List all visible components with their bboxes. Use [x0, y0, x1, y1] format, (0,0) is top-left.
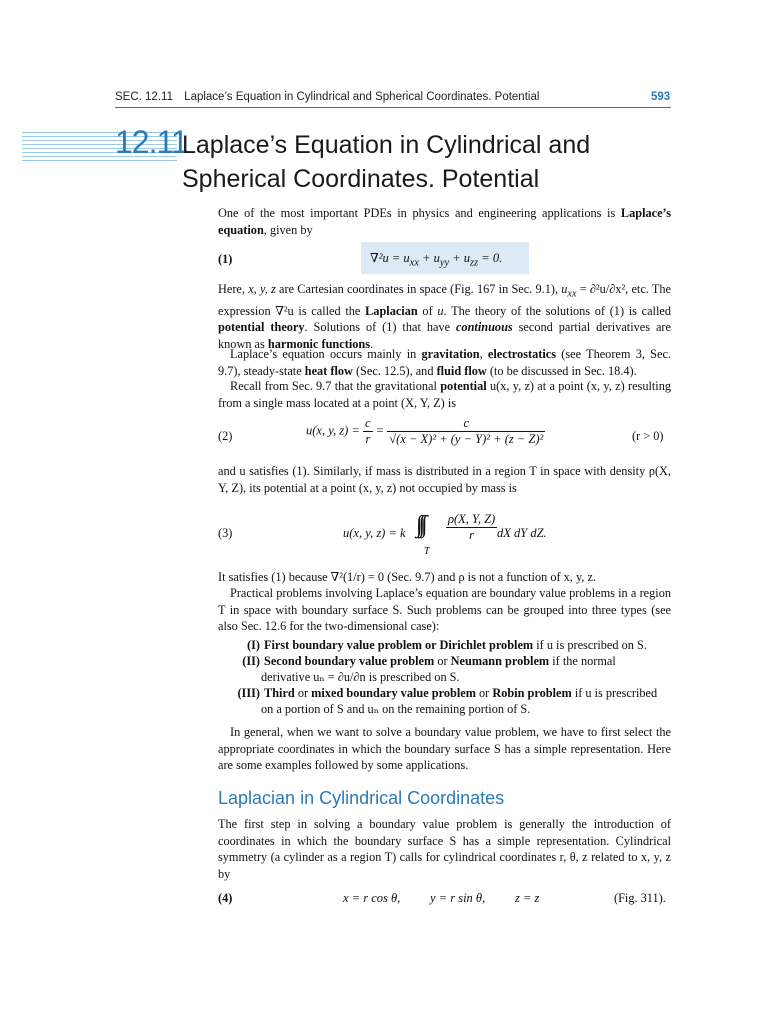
eq4-y: y = r sin θ, [430, 891, 486, 905]
text: . [370, 336, 374, 351]
frac-den: √(x − X)² + (y − Y)² + (z − Z)² [389, 432, 544, 446]
eq2-lhs: u(x, y, z) = [306, 423, 364, 438]
paragraph-satisfies: It satisfies (1) because ∇²(1/r) = 0 (Sec. 9.7) and ρ is not a function of x, y, z. [218, 570, 596, 584]
term-second-bvp: Second boundary value problem [264, 654, 435, 668]
running-header [115, 91, 539, 103]
term-laplace-equation: Laplace’s equation [218, 206, 671, 237]
text: are Cartesian coordinates in space (Fig. 167 in Sec. 9.1), [275, 282, 562, 296]
text: Laplace’s equation occurs mainly in [230, 347, 422, 361]
equation-1 [370, 250, 502, 269]
text: if u is prescribed on S. [533, 638, 647, 652]
paragraph-applications [218, 346, 671, 379]
term-robin: Robin problem [492, 686, 572, 700]
text: or [294, 686, 312, 700]
eq1-term: + u [418, 251, 440, 265]
eq1-sub: zz [470, 257, 479, 269]
list-item-neumann [232, 653, 671, 670]
section-title [182, 128, 662, 196]
eq3-differentials: dX dY dZ. [497, 526, 547, 540]
text: (Sec. 12.5), and [352, 363, 437, 378]
term-neumann: Neumann problem [450, 654, 550, 668]
header-rule [115, 107, 671, 108]
text: if the normal [549, 654, 616, 668]
list-number: (II) [242, 654, 260, 668]
eq2-label: (2) [218, 429, 233, 443]
math: u [561, 282, 568, 296]
term-third: Third [264, 686, 295, 700]
frac-den: r [363, 431, 373, 447]
text: or [434, 654, 451, 668]
text: Recall from Sec. 9.7 that the gravitational [230, 379, 441, 393]
text: u(x, y, z) at a point (x, y, z) resulting from a single mass located at a point (X, Y, Z) is [218, 379, 672, 410]
header-title: Laplace’s Equation in Cylindrical and Spherical Coordinates. Potential [184, 91, 540, 103]
text: = ∂²u/∂x², etc. The expression ∇²u is called the [218, 282, 671, 318]
eq1-term: + u [449, 251, 471, 265]
page-number: 593 [651, 91, 671, 103]
term-laplacian: Laplacian [365, 303, 418, 318]
term-gravitation: gravitation [421, 347, 480, 361]
triple-integral-symbol: ∫∫∫ [416, 512, 424, 538]
paragraph-intro [218, 205, 671, 238]
list-number: (I) [247, 638, 260, 652]
term-continuous: continuous [455, 320, 513, 335]
text: (to be discussed in Sec. 18.4). [486, 363, 637, 378]
math-sub: xx [567, 288, 577, 300]
eq2-fraction-1 [363, 416, 373, 447]
eq4-label: (4) [218, 891, 233, 905]
list-item-neumann-cont: derivative uₙ = ∂u/∂n is prescribed on S. [261, 670, 460, 684]
paragraph-potential [218, 378, 671, 411]
list-item-robin [232, 685, 671, 702]
text: , given by [263, 222, 313, 237]
term-mixed-bvp: mixed boundary value problem [311, 686, 476, 700]
paragraph-coordinates: In general, when we want to solve a boundary value problem, we have to first select the appropriate coordinates in which the boundary surface S has a simple representation. Here are some examples followed by some applications. [218, 725, 671, 772]
section-number: 12.11 [115, 124, 188, 160]
eq1-label: (1) [218, 252, 233, 266]
math: u [437, 303, 444, 318]
math: x, y, z [248, 282, 276, 296]
subsection-heading: Laplacian in Cylindrical Coordinates [218, 788, 505, 808]
term-potential-theory: potential theory [218, 320, 305, 335]
frac-den: r [446, 527, 497, 543]
section-title-line1: Laplace’s Equation in Cylindrical and [182, 131, 591, 159]
eq2-equals: = [375, 423, 388, 438]
eq4-figure-ref: (Fig. 311). [614, 891, 666, 905]
list-item-dirichlet [232, 637, 671, 654]
paragraph-cylindrical: The first step in solving a boundary value problem is generally the introduction of coordinates in which the boundary surface S has a simple representation. Cylindrical symmetry (a cylinder as a region T) calls for cylindrical coordinates r, θ, z related to x, y, z by [218, 817, 671, 881]
text: One of the most important PDEs in physics and engineering applications is [218, 206, 621, 220]
section-title-line2: Spherical Coordinates. Potential [182, 165, 540, 193]
term-heat-flow: heat flow [304, 363, 353, 378]
term-harmonic-functions: harmonic functions [267, 336, 371, 351]
eq1-sub: yy [439, 257, 450, 269]
eq3-lhs: u(x, y, z) = k [343, 526, 406, 540]
text: of [417, 303, 438, 318]
eq2-fraction-2 [387, 416, 545, 447]
frac-num: ρ(X, Y, Z) [448, 512, 496, 526]
eq1-sub: xx [409, 257, 419, 269]
paragraph-definitions [218, 281, 671, 352]
integral-region: T [424, 546, 430, 557]
text: (see Theorem 3, Sec. 9.7), steady-state [218, 347, 671, 378]
text: . Solutions of (1) that have [304, 320, 456, 335]
list-number: (III) [237, 686, 260, 700]
header-section: SEC. 12.11 [115, 91, 173, 103]
frac-num: c [365, 416, 371, 430]
text: if u is prescribed [571, 686, 658, 700]
text: . The theory of the solutions of (1) is called [443, 303, 671, 318]
eq3-label: (3) [218, 526, 233, 540]
frac-num: c [463, 416, 470, 430]
list-item-robin-cont: on a portion of S and uₙ on the remaining portion of S. [261, 702, 531, 716]
text: second partial derivatives are known as [218, 320, 671, 351]
text: Here, [218, 282, 249, 296]
eq1-rhs: = 0. [478, 251, 503, 265]
eq3-frac [446, 512, 497, 543]
eq4-x: x = r cos θ, [343, 891, 401, 905]
eq4-z: z = z [515, 891, 540, 905]
eq1-lhs: ∇²u = u [370, 251, 410, 265]
text: or [475, 686, 493, 700]
eq3-fraction [446, 512, 497, 543]
eq2-condition: (r > 0) [632, 429, 664, 443]
term-potential: potential [440, 379, 487, 393]
text: , [479, 347, 488, 361]
equation-2 [306, 416, 545, 447]
paragraph-boundary-problems: Practical problems involving Laplace’s equation are boundary value problems in a region T in space with boundary surface S. Such problems can be grouped into three types (see also Sec. 12.6 for the two-dimensional case): [218, 586, 671, 633]
paragraph-density: and u satisfies (1). Similarly, if mass is distributed in a region T in space with density ρ(X, Y, Z), its potential at a point (x, y, z) not occupied by mass is [218, 464, 671, 495]
term-electrostatics: electrostatics [487, 347, 556, 361]
term-fluid-flow: fluid flow [436, 363, 487, 378]
term-dirichlet: First boundary value problem or Dirichlet problem [264, 638, 534, 652]
